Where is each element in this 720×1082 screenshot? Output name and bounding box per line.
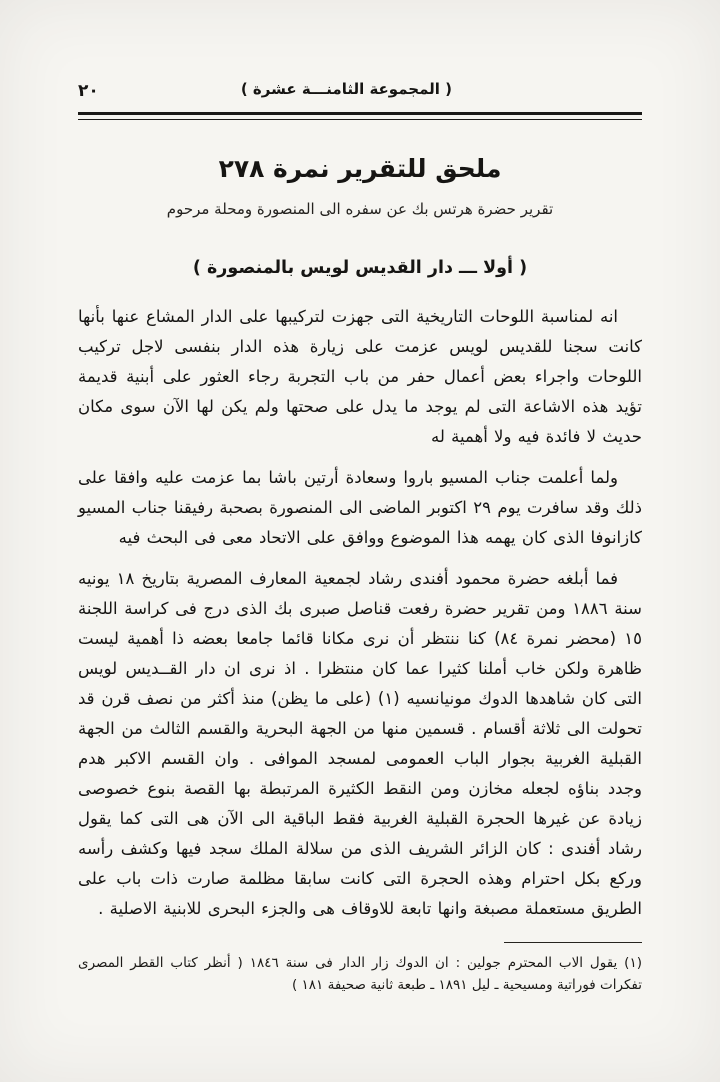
page-header (78, 80, 642, 106)
paragraph-1: انه لمناسبة اللوحات التاريخية التى جهزت لتركيبها على الدار المشاع عنها بأنها كانت سجنا للقديس لويس عزمت على زيارة هذه الدار بنفسى لاجل تركيب اللوحات واجراء بعض أعمال حفر من باب التجربة رجاء العثور على أبنية قديمة تؤيد هذه الاشاعة التى لم يوجد ما يدل على صحتها ولم يكن لها الآن سوى مكان حديث لا فائدة فيه ولا أهمية له (78, 307, 642, 446)
report-subtitle: تقرير حضرة هرتس بك عن سفره الى المنصورة ومحلة مرحوم (166, 200, 554, 218)
collection-title: ( المجموعة الثامنـــة عشرة ) (240, 80, 452, 98)
paragraph-3: فما أبلغه حضرة محمود أفندى رشاد لجمعية المعارف المصرية بتاريخ ١٨ يونيه سنة ١٨٨٦ ومن تقرير حضرة رفعت قناصل صبرى بك الذى درج فى كراسة اللجنة ١٥ (محضر نمرة ٨٤) كنا ننتظر أن نرى مكانا قائما جامعا بعضه ذا أهمية ليست ظاهرة ولكن خاب أملنا كثيرا عما كان منتظرا . اذ نرى ان دار القــديس لويس التى كان شاهدها الدوك مونيانسيه (١) (على ما يظن) منذ أكثر من نصف قرن قد تحولت الى ثلاثة أقسام . قسمين منها من الجهة البحرية والقسم الثالث من الجهة القبلية الغربية بجوار الباب العمومى لمسجد الموافى . وان القسم الاكبر هدم وجدد بناؤه لجعله مخازن ومن النقط الكثيرة المرتبطة بها القصة بنوع خصوصى زيادة عن غيرها الحجرة القبلية الغربية فقط الباقية الى الآن هى التى كما يقول رشاد أفندى : كان الزائر الشريف الذى من سلالة الملك سجد فيها وكشف رأسه وركع بكل احترام وهذه الحجرة التى كانت سابقا مظلمة صارت ذات باب على الطريق مستعملة مصبغة وانها تابعة للاوقاف هى والجزء البحرى للابنية الاصلية . (78, 569, 642, 918)
body-text (78, 302, 642, 924)
footnote-text: (١) يقول الاب المحترم جولين : ان الدوك زار الدار فى سنة ١٨٤٦ ( أنظر كتاب القطر المصرى تفكرات فوراتية ومسيحية ـ ليل ١٨٩١ ـ طبعة ثانية صحيفة ١٨١ ) (78, 955, 642, 993)
section-heading: ( أولا ـــ دار القديس لويس بالمنصورة ) (192, 258, 528, 278)
header-double-rule (78, 112, 642, 120)
report-title: ملحق للتقرير نمرة ٢٧٨ (218, 154, 502, 183)
page-number: ٢٠ (78, 81, 99, 101)
paragraph-2: ولما أعلمت جناب المسيو باروا وسعادة أرتين باشا بما عزمت عليه وافقا على ذلك وقد سافرت يوم ٢٩ اكتوبر الماضى الى المنصورة بصحبة رفيقنا جناب المسيو كازانوفا الذى كان يهمه هذا الموضوع ووافق على الاتحاد معى فى البحث فيه (78, 468, 642, 547)
footnote-rule (504, 942, 642, 943)
